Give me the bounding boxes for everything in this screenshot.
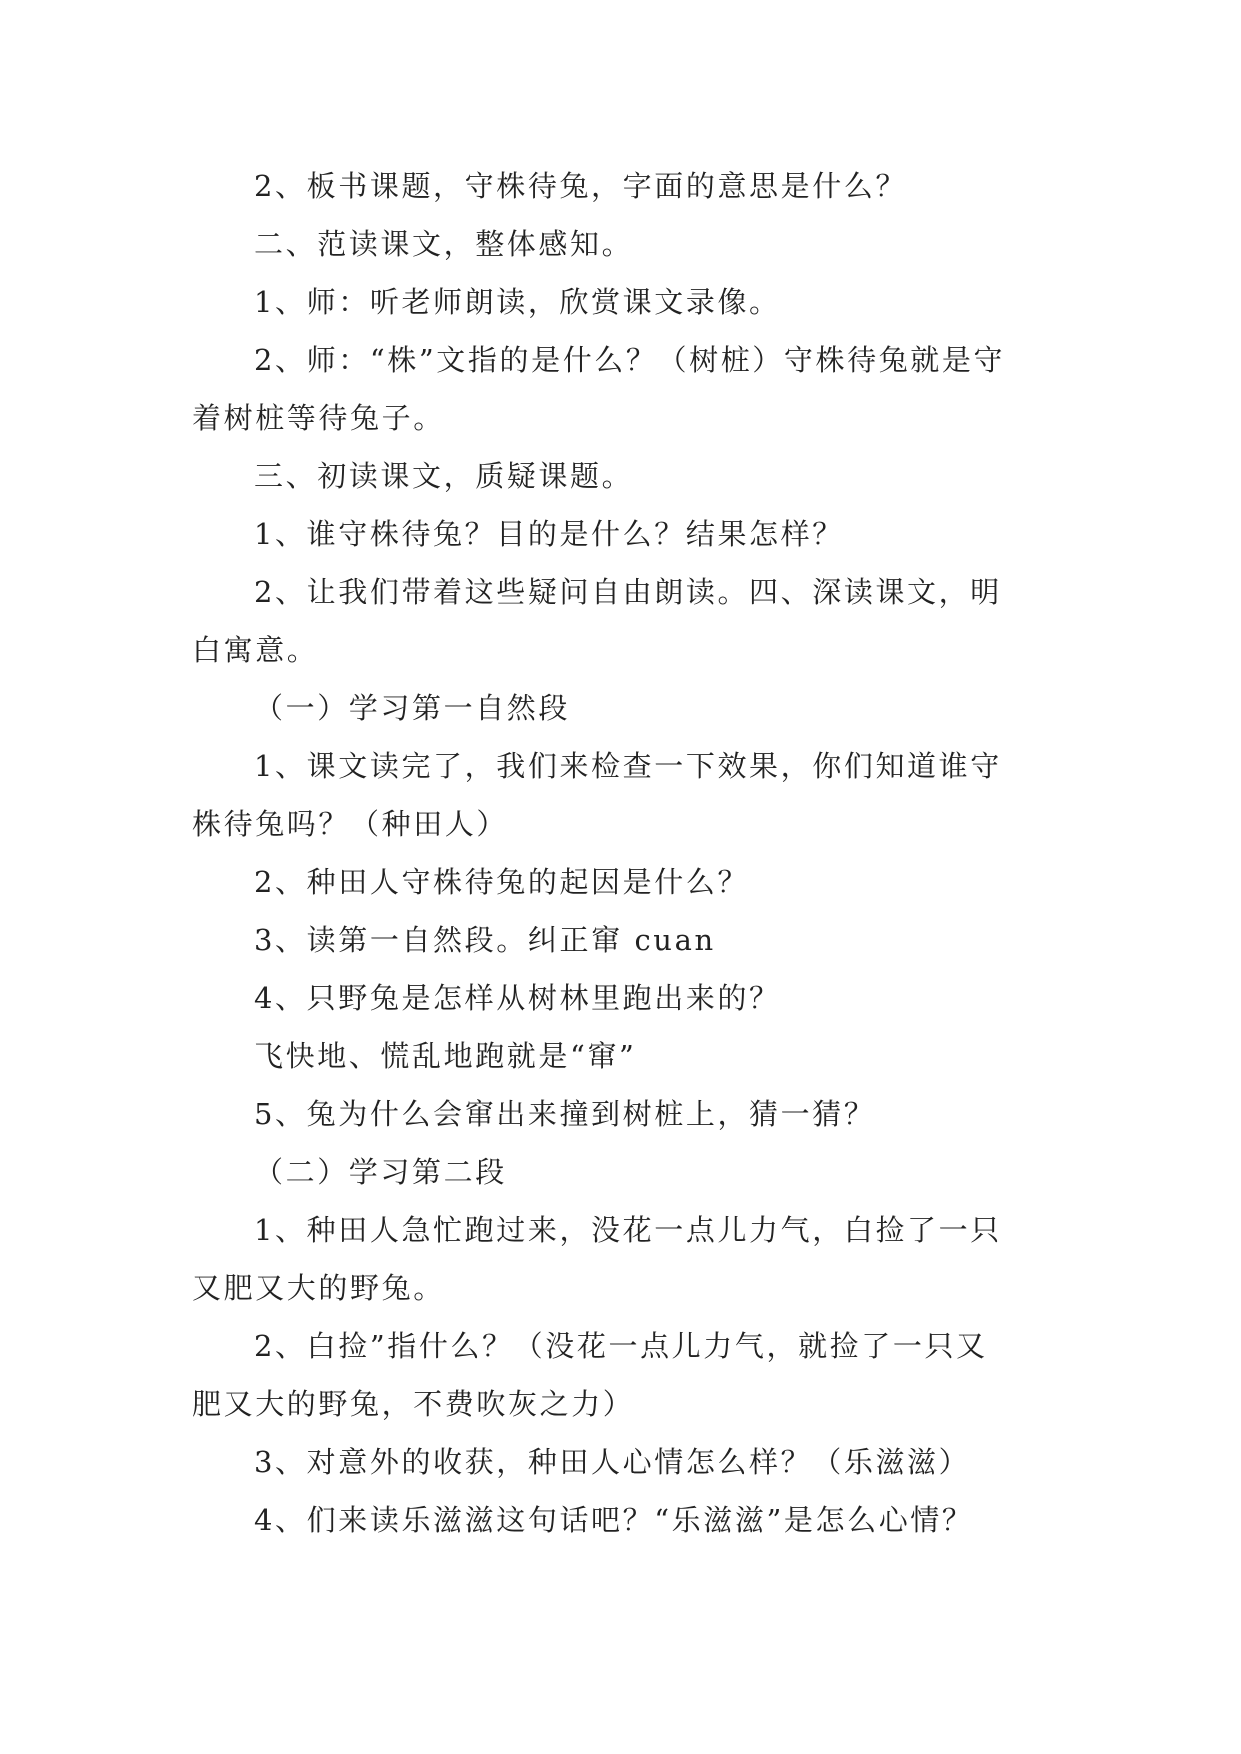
text-line: 2、种田人守株待兔的起因是什么？ (254, 865, 750, 899)
text-line: 4、们来读乐滋滋这句话吧？“乐滋滋”是怎么心情？ (254, 1503, 974, 1537)
text-line: 白寓意。 (192, 633, 319, 667)
document-body (192, 157, 1072, 1549)
text-line: 2、让我们带着这些疑问自由朗读。四、深读课文，明 (254, 575, 1002, 609)
subsection-heading: （二）学习第二段 (254, 1155, 507, 1189)
text-line: 1、谁守株待兔？目的是什么？结果怎样？ (254, 517, 844, 551)
section-heading: 三、初读课文，质疑课题。 (254, 459, 634, 493)
text-line: 1、师：听老师朗读，欣赏课文录像。 (254, 285, 781, 319)
text-line: 2、师：“株”文指的是什么？（树桩）守株待兔就是守 (254, 343, 1006, 377)
text-line: 株待兔吗？（种田人） (192, 807, 509, 841)
text-line: 4、只野兔是怎样从树林里跑出来的？ (254, 981, 781, 1015)
text-line: 肥又大的野兔，不费吹灰之力） (192, 1387, 635, 1421)
text-line: 1、种田人急忙跑过来，没花一点儿力气，白捡了一只 (254, 1213, 1002, 1247)
text-line: 飞快地、慌乱地跑就是“窜” (254, 1039, 637, 1073)
text-line: 2、白捡”指什么？（没花一点儿力气，就捡了一只又 (254, 1329, 988, 1363)
text-line: 又肥又大的野兔。 (192, 1271, 445, 1305)
text-line: 3、读第一自然段。纠正窜 cuan (254, 923, 716, 957)
section-heading: 二、范读课文，整体感知。 (254, 227, 634, 261)
text-line: 3、对意外的收获，种田人心情怎么样？（乐滋滋） (254, 1445, 971, 1479)
text-line: 1、课文读完了，我们来检查一下效果，你们知道谁守 (254, 749, 1002, 783)
text-line: 2、板书课题，守株待兔，字面的意思是什么？ (254, 169, 908, 203)
text-line: 着树桩等待兔子。 (192, 401, 445, 435)
text-line: 5、兔为什么会窜出来撞到树桩上，猜一猜？ (254, 1097, 876, 1131)
subsection-heading: （一）学习第一自然段 (254, 691, 571, 725)
